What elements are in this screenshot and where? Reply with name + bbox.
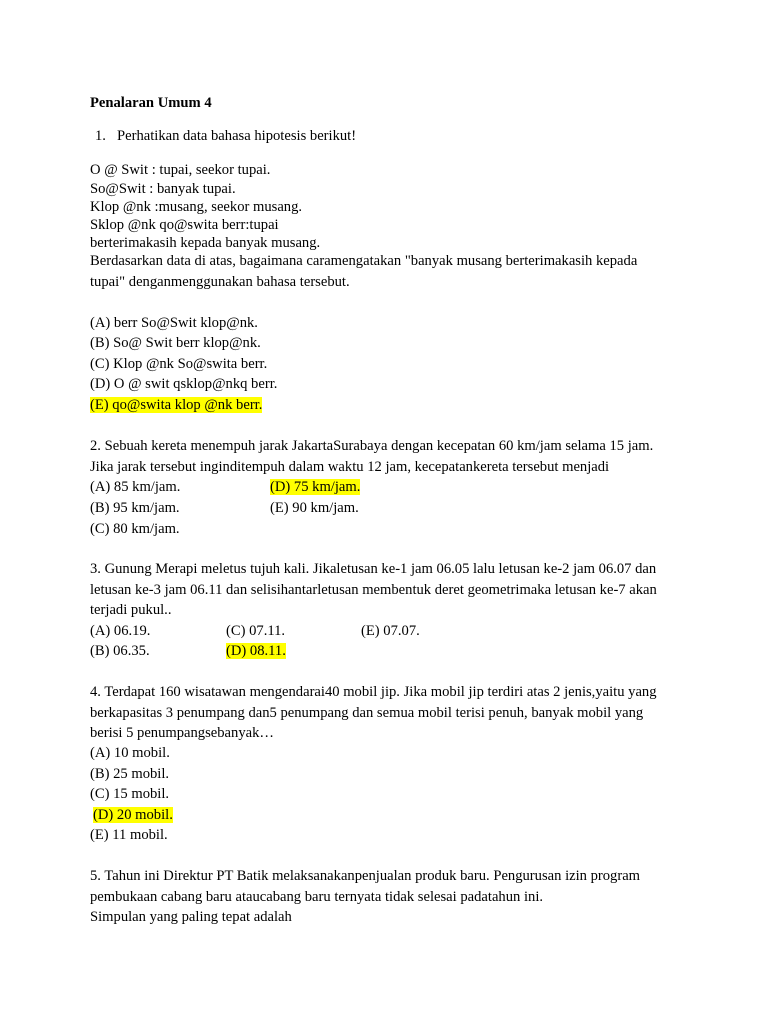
answer-highlight: (D) 20 mobil.: [93, 807, 173, 823]
q3-option-d-answer: [226, 641, 286, 661]
answer-highlight: (D) 08.11.: [226, 643, 286, 659]
q3-option-c: (C) 07.11.: [226, 623, 286, 639]
q1-option-c: (C) Klop @nk So@swita berr.: [90, 356, 268, 372]
q5-line: Simpulan yang paling tepat adalah: [90, 909, 292, 925]
q4-option-b: (B) 25 mobil.: [90, 766, 170, 782]
q1-data-line: O @ Swit : tupai, seekor tupai.: [90, 162, 271, 178]
q4-option-c: (C) 15 mobil.: [90, 786, 170, 802]
q2-option-c: (C) 80 km/jam.: [90, 521, 180, 537]
q1-option-a: (A) berr So@Swit klop@nk.: [90, 315, 258, 331]
q1-intro: Perhatikan data bahasa hipotesis berikut!: [117, 128, 357, 144]
q4-option-e: (E) 11 mobil.: [90, 827, 168, 843]
q1-number: 1.: [95, 128, 106, 144]
q2-option-b: (B) 95 km/jam.: [90, 500, 180, 516]
q1-data-line: berterimakasih kepada banyak musang.: [90, 235, 321, 251]
page-title: Penalaran Umum 4: [90, 95, 212, 111]
q3-option-a: (A) 06.19.: [90, 623, 151, 639]
q2-option-e: (E) 90 km/jam.: [270, 500, 359, 516]
q1-option-e-answer: [90, 395, 262, 415]
q1-option-b: (B) So@ Swit berr klop@nk.: [90, 335, 261, 351]
q3-option-b: (B) 06.35.: [90, 643, 150, 659]
q1-question-line: tupai" denganmenggunakan bahasa tersebut.: [90, 274, 350, 290]
q4-option-d-answer: [93, 805, 173, 825]
q1-data-line: So@Swit : banyak tupai.: [90, 181, 236, 197]
q4-option-a: (A) 10 mobil.: [90, 745, 170, 761]
q1-data-line: Sklop @nk qo@swita berr:tupai: [90, 217, 279, 233]
q4-line: 4. Terdapat 160 wisatawan mengendarai40 mobil jip. Jika mobil jip terdiri atas 2 jenis,yaitu yang: [90, 684, 657, 700]
q5-line: pembukaan cabang baru ataucabang baru ternyata tidak selesai padatahun ini.: [90, 889, 544, 905]
q3-option-e: (E) 07.07.: [361, 623, 420, 639]
q3-line: terjadi pukul..: [90, 602, 172, 618]
q2-option-d-answer: [270, 477, 360, 497]
q1-question-line: Berdasarkan data di atas, bagaimana caramengatakan "banyak musang berterimakasih kepada: [90, 253, 638, 269]
q2-line: Jika jarak tersebut inginditempuh dalam waktu 12 jam, kecepatankereta tersebut menjadi: [90, 459, 610, 475]
q5-line: 5. Tahun ini Direktur PT Batik melaksanakanpenjualan produk baru. Pengurusan izin program: [90, 868, 641, 884]
q1-option-d: (D) O @ swit qsklop@nkq berr.: [90, 376, 278, 392]
q2-line: 2. Sebuah kereta menempuh jarak JakartaSurabaya dengan kecepatan 60 km/jam selama 15 jam.: [90, 438, 654, 454]
answer-highlight: (D) 75 km/jam.: [270, 479, 361, 495]
q4-line: berkapasitas 3 penumpang dan5 penumpang dan semua mobil terisi penuh, banyak mobil yang: [90, 705, 644, 721]
q3-line: 3. Gunung Merapi meletus tujuh kali. Jikaletusan ke-1 jam 06.05 lalu letusan ke-2 jam 06.07 dan: [90, 561, 657, 577]
q3-line: letusan ke-3 jam 06.11 dan selisihantarletusan membentuk deret geometrimaka letusan ke-7 akan: [90, 582, 657, 598]
q2-option-a: (A) 85 km/jam.: [90, 479, 181, 495]
q4-line: berisi 5 penumpangsebanyak…: [90, 725, 274, 741]
q1-data-line: Klop @nk :musang, seekor musang.: [90, 199, 303, 215]
answer-highlight: (E) qo@swita klop @nk berr.: [90, 397, 263, 413]
